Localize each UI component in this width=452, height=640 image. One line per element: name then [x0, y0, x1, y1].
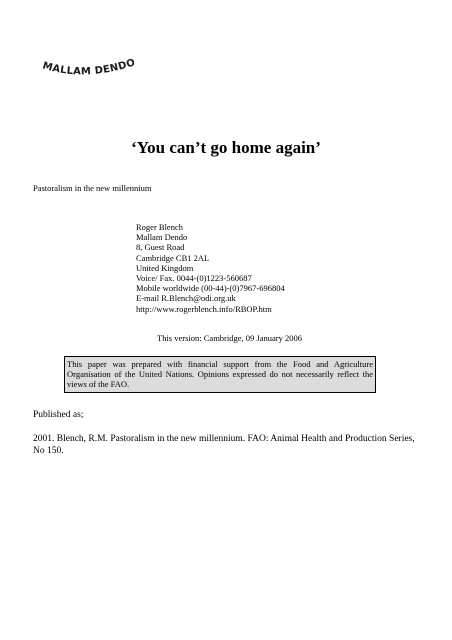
email-address: E-mail R.Blench@odi.org.uk [136, 293, 236, 304]
city-postcode: Cambridge CB1 2AL [136, 252, 210, 263]
logo-text [41, 57, 137, 77]
website-url: http://www.rogerblench.info/RBOP.htm [136, 303, 272, 314]
document-title: ‘You can’t go home again’ [131, 138, 321, 157]
country: United Kingdom [136, 262, 194, 273]
mobile-number: Mobile worldwide (00-44)-(0)7967-696804 [136, 283, 285, 294]
organisation-name: Mallam Dendo [136, 232, 188, 243]
mallam-dendo-logo [36, 40, 156, 96]
street-address: 8, Guest Road [136, 242, 185, 253]
voice-fax: Voice/ Fax. 0044-(0)1223-560687 [136, 273, 252, 284]
funding-notice-box: This paper was prepared with financial support from the Food and Agriculture Organisation of the United Nations. Opinions expressed do not necessarily reflect the views of the FAO. [64, 356, 376, 393]
version-line: This version: Cambridge, 09 January 2006 [157, 333, 302, 343]
author-contact-block [136, 222, 285, 314]
citation-text: 2001. Blench, R.M. Pastoralism in the new millennium. FAO: Animal Health and Production Series, No 150. [33, 434, 415, 456]
published-label: Published as; [33, 410, 84, 420]
logo-text-path: MALLAM DENDO [41, 57, 137, 78]
document-subtitle: Pastoralism in the new millennium [33, 183, 152, 193]
author-name: Roger Blench [136, 222, 183, 232]
